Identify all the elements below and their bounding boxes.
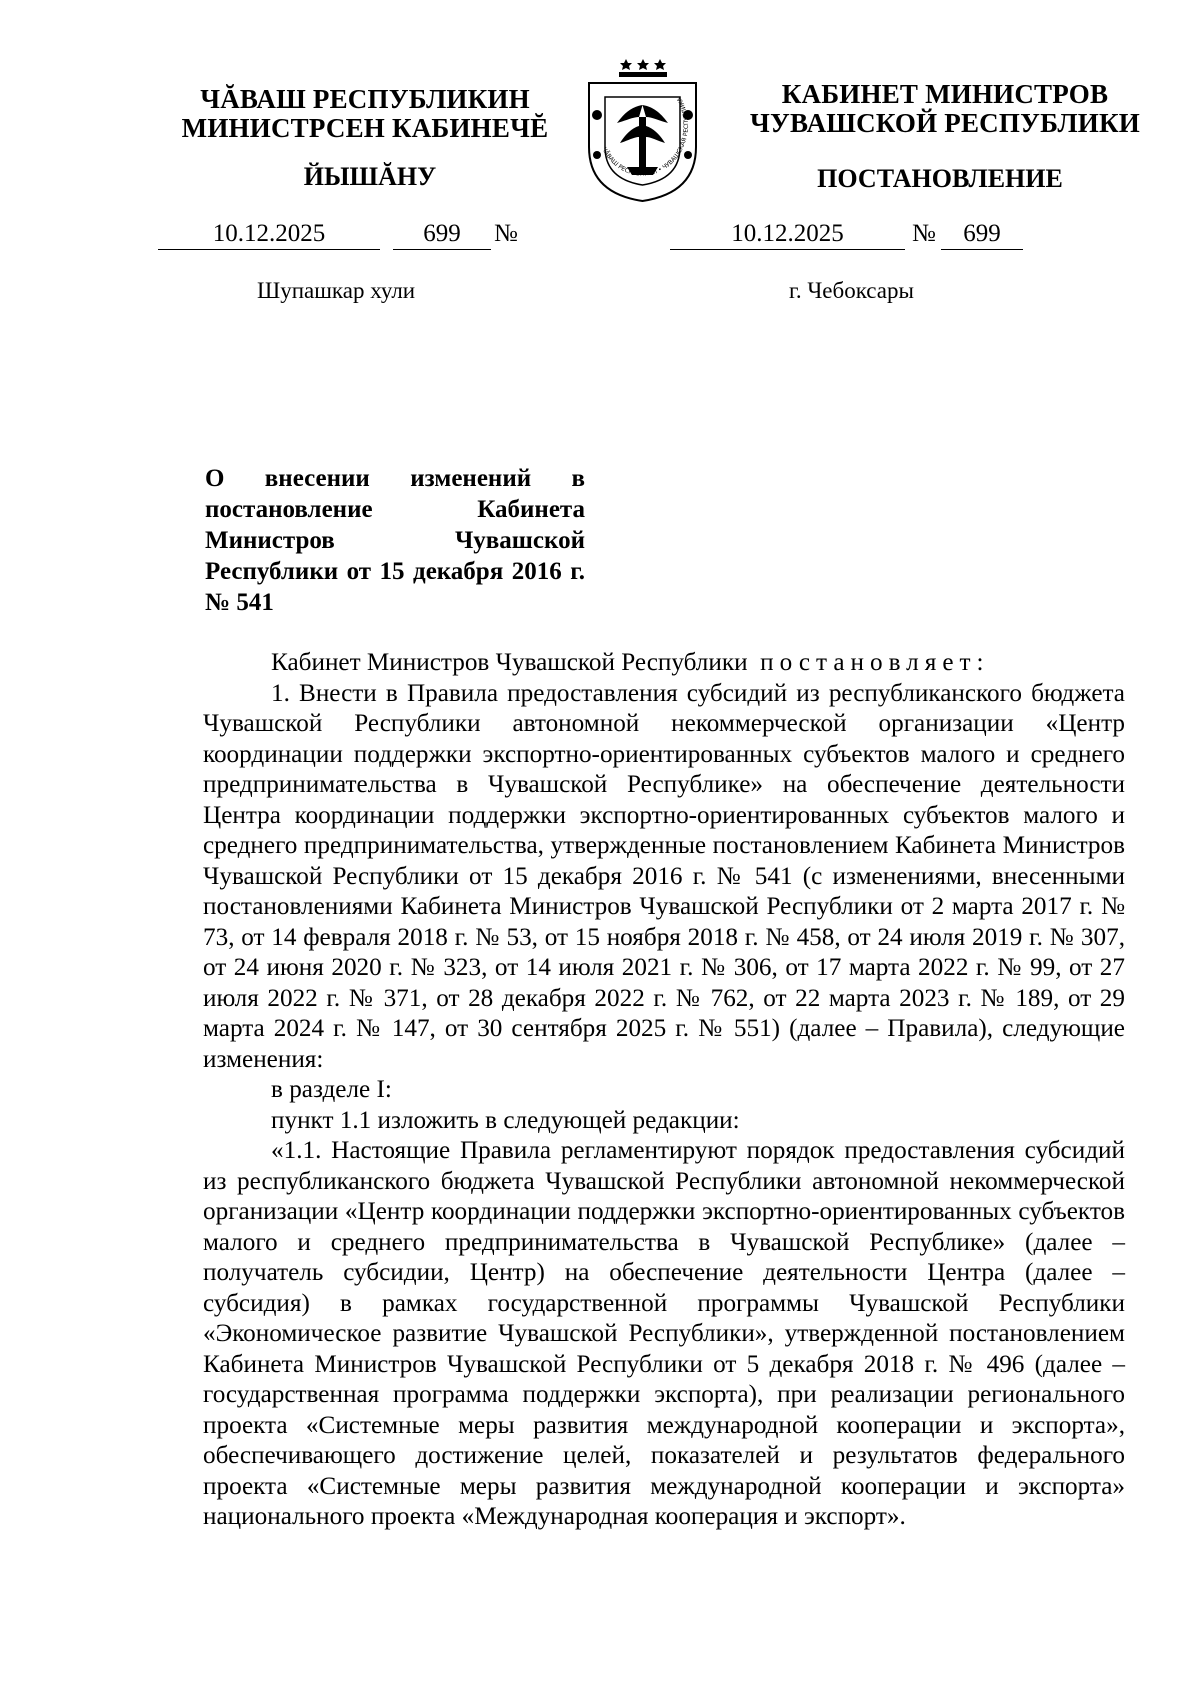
preamble-text: Кабинет Министров Чувашской Республики (271, 649, 748, 676)
left-org-line2: МИНИСТРСЕН КАБИНЕЧĔ (181, 113, 549, 143)
left-number-field: 699 (393, 219, 491, 250)
paragraph-4: «1.1. Настоящие Правила регламентируют порядок предоставления субсидий из республиканского бюджета Чувашской Республики автономной некоммерческой организации «Центр координации поддержки экспортно-ориентированных субъектов малого и среднего предпринимательства в Чувашской Республике» (далее – получатель субсидии, Центр) на обеспечение деятельности Центра (далее – субсидия) в рамках государственной программы Чувашской Республики «Экономическое развитие Чувашской Республики», утвержденной постановлением Кабинета Министров Чувашской Республики от 5 декабря 2018 г. № 496 (далее – государственная программа поддержки экспорта), при реализации регионального проекта «Системные меры развития международной кооперации и экспорта», обеспечивающего достижение целей, показателей и результатов федерального проекта «Системные меры развития международной кооперации и экспорта» национального проекта «Международная кооперация и экспорт». (203, 1137, 1125, 1530)
chuvash-republic-emblem-icon (575, 55, 710, 205)
right-org-name (715, 80, 1175, 138)
document-body (203, 648, 1125, 1533)
document-title: О внесении изменений в постановление Кабинета Министров Чувашской Республики от 15 декабря 2016 г. № 541 (205, 465, 585, 616)
left-org-line1: ЧĂВАШ РЕСПУБЛИКИН (200, 84, 530, 114)
left-org-name (165, 85, 565, 143)
right-org-line1: КАБИНЕТ МИНИСТРОВ (781, 79, 1109, 109)
left-number-sign: № (494, 220, 518, 247)
left-date-field: 10.12.2025 (158, 219, 380, 250)
emblem-ring-text: ЧĂВАШ РЕСПУБЛИКИ • ЧУВАШСКАЯ РЕСПУБЛИКА (600, 95, 691, 178)
preamble-resolves: постановляет: (760, 649, 990, 676)
right-date-field: 10.12.2025 (670, 219, 905, 250)
right-city: г. Чебоксары (789, 278, 914, 303)
preamble-paragraph (203, 648, 1125, 679)
left-city: Шупашкар хули (257, 278, 416, 303)
paragraph-1: 1. Внести в Правила предоставления субсидий из республиканского бюджета Чувашской Республики автономной некоммерческой организации «Центр координации поддержки экспортно-ориентированных субъектов малого и среднего предпринимательства в Чувашской Республике» на обеспечение деятельности Центра координации поддержки экспортно-ориентированных субъектов малого и среднего предпринимательства, утвержденные постановлением Кабинета Министров Чувашской Республики от 15 декабря 2016 г. № 541 (с изменениями, внесенными постановлениями Кабинета Министров Чувашской Республики от 2 марта 2017 г. № 73, от 14 февраля 2018 г. № 53, от 15 ноября 2018 г. № 458, от 24 июля 2019 г. № 307, от 24 июня 2020 г. № 323, от 14 июля 2021 г. № 306, от 17 марта 2022 г. № 99, от 27 июля 2022 г. № 371, от 28 декабря 2022 г. № 762, от 22 марта 2023 г. № 189, от 29 марта 2024 г. № 147, от 30 сентября 2025 г. № 551) (далее – Правила), следующие изменения: (203, 679, 1125, 1073)
right-org-line2: ЧУВАШСКОЙ РЕСПУБЛИКИ (750, 108, 1140, 138)
paragraph-2: в разделе I: (271, 1076, 392, 1103)
right-doc-type: ПОСТАНОВЛЕНИЕ (817, 164, 1063, 193)
paragraph-3: пункт 1.1 изложить в следующей редакции: (271, 1106, 740, 1134)
right-number-field: 699 (941, 219, 1023, 250)
right-number-sign: № (912, 220, 936, 247)
left-doc-type: ЙЫШĂНУ (303, 162, 437, 191)
